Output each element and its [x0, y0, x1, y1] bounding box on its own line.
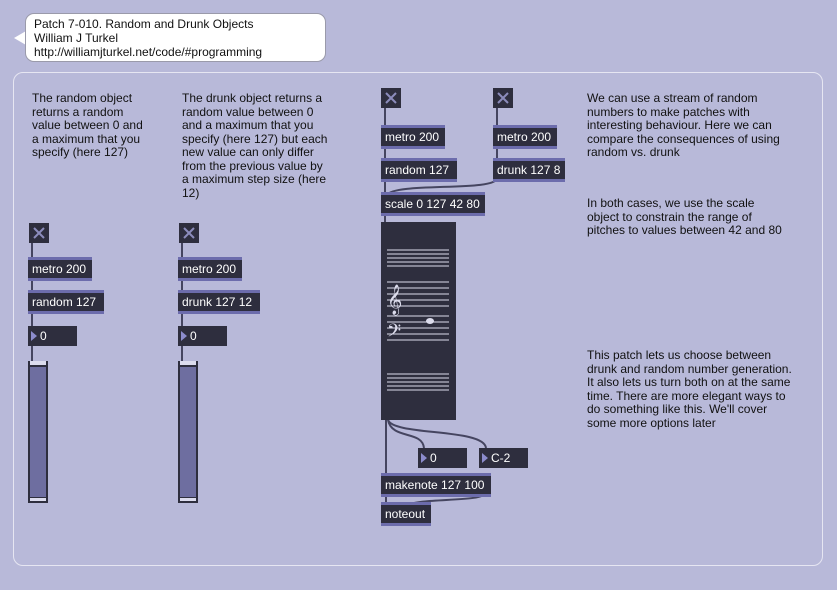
drunk-description: The drunk object returns a random value between 0 and a maximum that you specify (here 127) but each new value can only differ from the previous value by a maximum step size (here 12)	[182, 91, 328, 200]
choose-description: This patch lets us choose between drunk and random number generation. It also lets us turn both on at the same time. There are more elegant ways to do something like this. We'll cover some more options later	[587, 348, 792, 430]
number-triangle-icon	[181, 331, 187, 341]
svg-text:𝄢: 𝄢	[387, 321, 402, 346]
toggle-mid[interactable]	[179, 223, 199, 243]
number-triangle-icon	[31, 331, 37, 341]
metro-drunk[interactable]: metro 200	[493, 128, 557, 146]
random-description: The random object returns a random value between 0 and a maximum that you specify (here 127)	[32, 91, 143, 159]
patch-title: Patch 7-010. Random and Drunk Objects	[34, 17, 254, 31]
patch-author: William J Turkel	[34, 31, 119, 45]
number-box-left[interactable]	[28, 326, 77, 346]
stream-description: We can use a stream of random numbers to make patches with interesting behaviour. Here we can compare the consequences of using random vs. drunk	[587, 91, 780, 159]
toggle-left[interactable]	[29, 223, 49, 243]
slider-track-top	[30, 361, 46, 365]
scale-description: In both cases, we use the scale object to constrain the range of pitches to values between 42 and 80	[587, 196, 782, 237]
staff-display[interactable]	[381, 222, 456, 420]
toggle-x-icon	[29, 223, 49, 243]
random-object-main[interactable]: random 127	[381, 161, 457, 179]
slider-left[interactable]	[28, 361, 48, 503]
slider-knob	[180, 498, 196, 501]
slider-track-top	[180, 361, 196, 365]
metro-mid[interactable]: metro 200	[178, 260, 242, 278]
scale-object[interactable]: scale 0 127 42 80	[381, 195, 485, 213]
grand-staff-icon	[381, 222, 456, 420]
toggle-x-icon	[381, 88, 401, 108]
slider-fill	[30, 367, 46, 497]
note-name-value: C-2	[491, 451, 511, 465]
number-box-mid[interactable]	[178, 326, 227, 346]
toggle-drunk[interactable]	[493, 88, 513, 108]
toggle-x-icon	[493, 88, 513, 108]
drunk-object-main[interactable]: drunk 127 8	[493, 161, 565, 179]
toggle-x-icon	[179, 223, 199, 243]
drunk-object-mid[interactable]: drunk 127 12	[178, 293, 260, 311]
number-left-value: 0	[40, 329, 47, 343]
svg-text:𝄞: 𝄞	[387, 285, 403, 315]
patch-url: http://williamjturkel.net/code/#programming	[34, 45, 263, 59]
pitch-number-box[interactable]	[418, 448, 467, 468]
number-mid-value: 0	[190, 329, 197, 343]
random-object-left[interactable]: random 127	[28, 293, 104, 311]
metro-random[interactable]: metro 200	[381, 128, 445, 146]
slider-fill	[180, 367, 196, 497]
note-name-box[interactable]	[479, 448, 528, 468]
slider-mid[interactable]	[178, 361, 198, 503]
makenote-object[interactable]: makenote 127 100	[381, 476, 491, 494]
toggle-random[interactable]	[381, 88, 401, 108]
pitch-number-value: 0	[430, 451, 437, 465]
metro-left[interactable]: metro 200	[28, 260, 92, 278]
slider-knob	[30, 498, 46, 501]
noteout-object[interactable]: noteout	[381, 505, 431, 523]
number-triangle-icon	[482, 453, 488, 463]
number-triangle-icon	[421, 453, 427, 463]
